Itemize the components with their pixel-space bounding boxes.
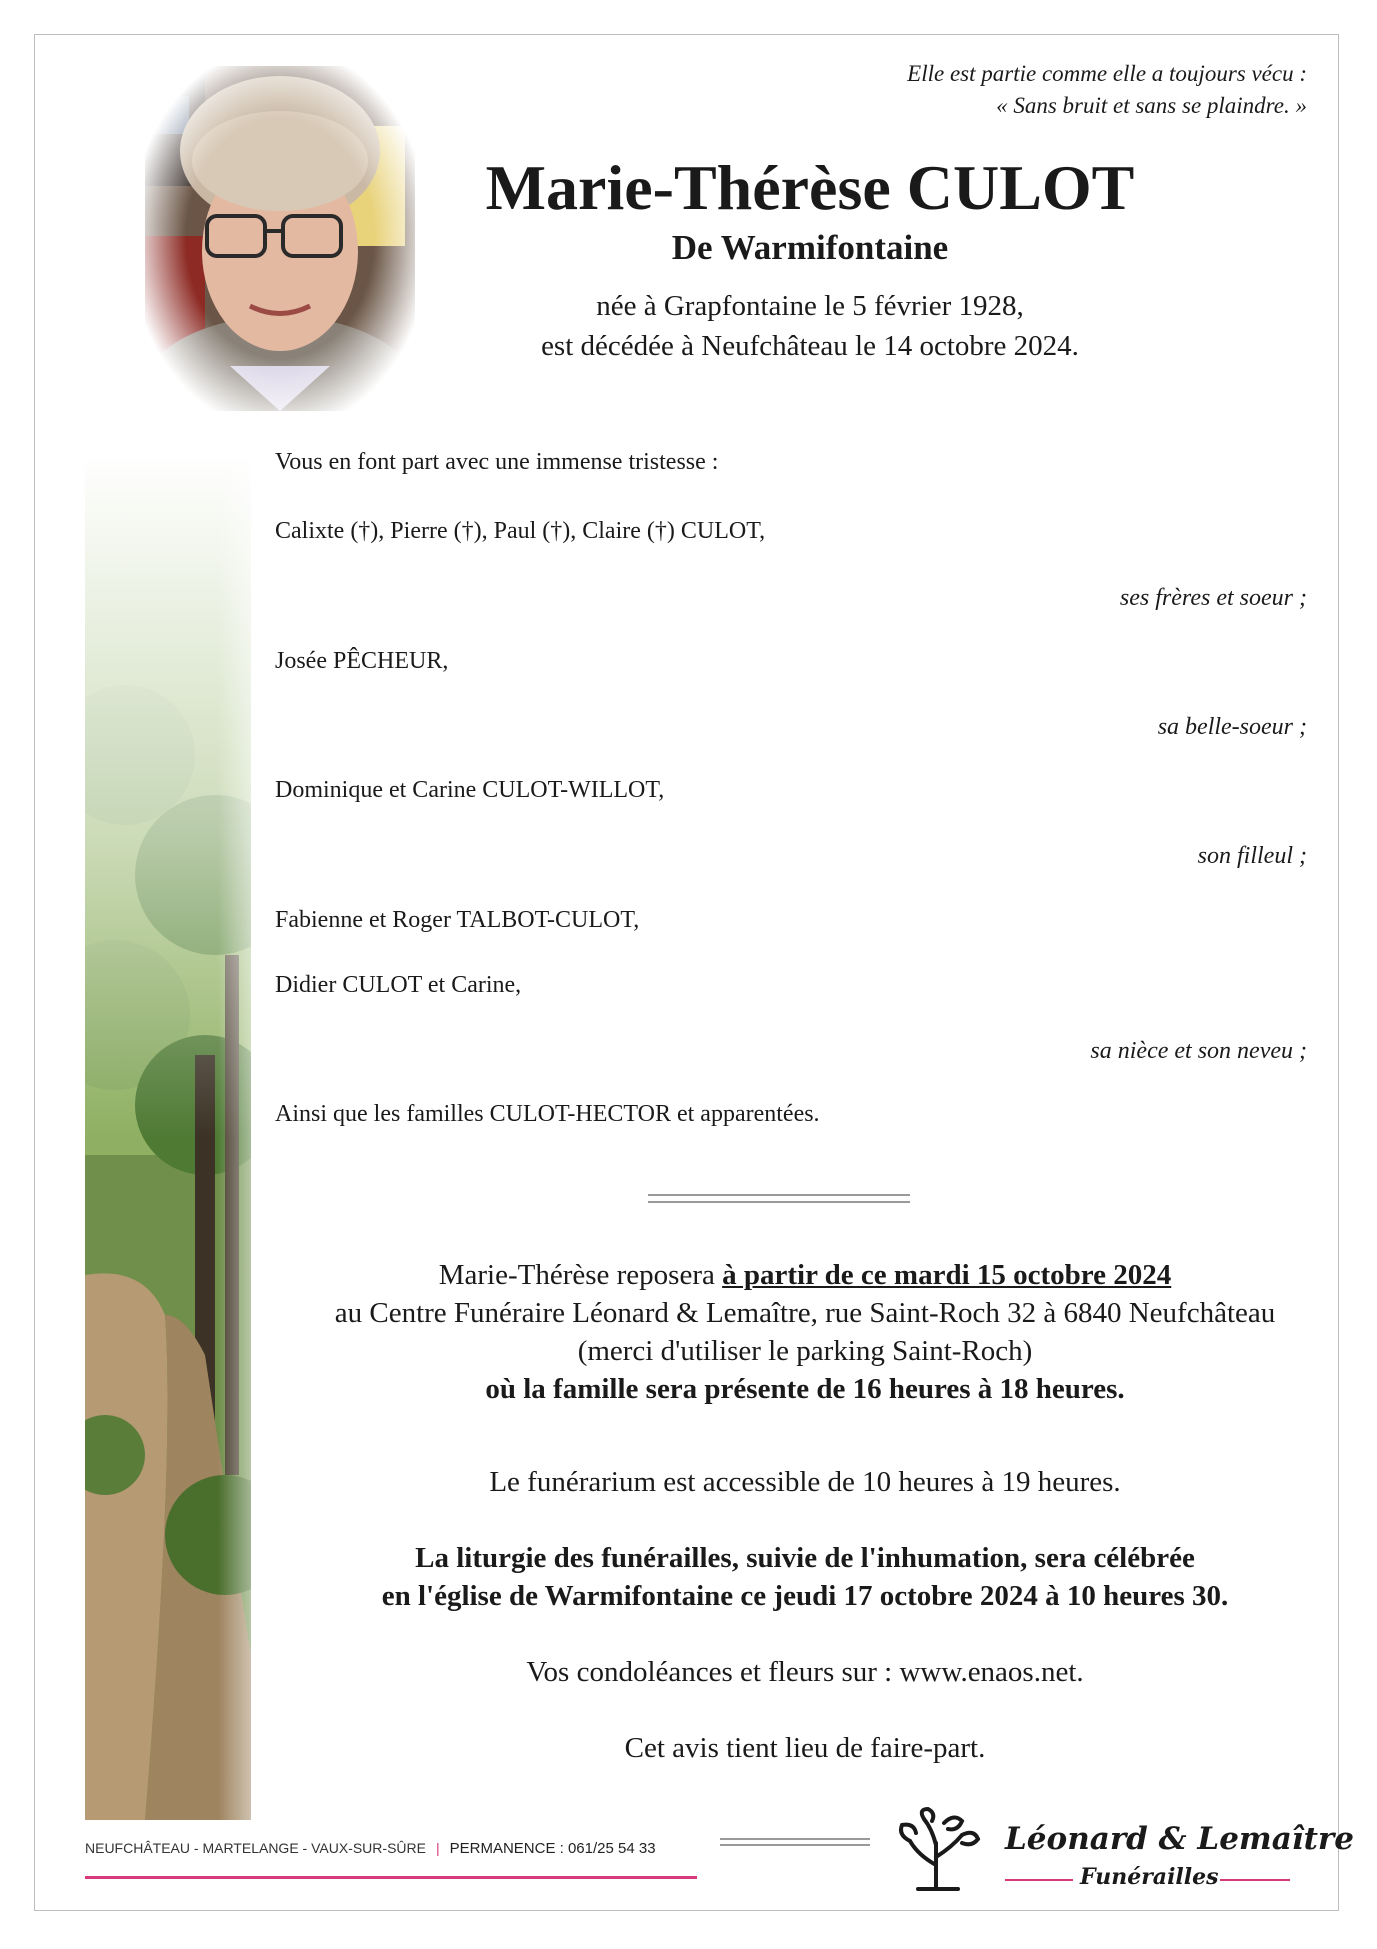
brand-name: Léonard & Lemaître	[1005, 1821, 1354, 1857]
deceased-origin: De Warmifontaine	[671, 228, 949, 267]
family-presence: où la famille sera présente de 16 heures à 18 heures.	[485, 1373, 1125, 1405]
visitation-place: au Centre Funéraire Léonard & Lemaître, rue Saint-Roch 32 à 6840 Neufchâteau	[334, 1297, 1276, 1329]
family-names: Dominique et Carine CULOT-WILLOT,	[275, 777, 665, 803]
family-names: Didier CULOT et Carine,	[275, 972, 522, 998]
announcement-intro: Vous en font part avec une immense tristesse :	[275, 449, 719, 475]
epigraph-line: « Sans bruit et sans se plaindre. »	[996, 93, 1307, 118]
footer-locations: NEUFCHÂTEAU - MARTELANGE - VAUX-SUR-SÛRE	[85, 1840, 426, 1856]
notice: Cet avis tient lieu de faire-part.	[624, 1732, 986, 1764]
brand-accent-line	[1005, 1879, 1073, 1881]
brand-accent-line	[1220, 1879, 1290, 1881]
deceased-name: Marie-Thérèse CULOT	[485, 152, 1135, 223]
funeral-line: La liturgie des funérailles, suivie de l'inhumation, sera célébrée	[415, 1542, 1195, 1574]
family-role: sa belle-soeur ;	[1157, 714, 1307, 740]
visitation-lead-line	[265, 1256, 1345, 1294]
death-line: est décédée à Neufchâteau le 14 octobre 2024.	[541, 330, 1079, 362]
birth-death-dates	[470, 286, 1150, 366]
tree-logo-icon	[888, 1805, 988, 1891]
funeral-line: en l'église de Warmifontaine ce jeudi 17 octobre 2024 à 10 heures 30.	[381, 1580, 1229, 1612]
footer-accent-line	[85, 1876, 697, 1879]
visitation-lead: Marie-Thérèse reposera	[438, 1259, 723, 1291]
epigraph-line: Elle est partie comme elle a toujours vécu :	[907, 61, 1307, 86]
epigraph	[907, 58, 1307, 122]
visitation-block	[265, 1256, 1345, 1408]
portrait-photo	[145, 66, 415, 411]
funeral-block	[265, 1539, 1345, 1615]
footer-divider	[720, 1838, 870, 1846]
visitation-date: à partir de ce mardi 15 octobre 2024	[722, 1259, 1172, 1291]
condolences: Vos condoléances et fleurs sur : www.enaos.net.	[526, 1656, 1084, 1688]
funerarium-hours: Le funérarium est accessible de 10 heures à 19 heures.	[489, 1466, 1121, 1498]
family-names: Calixte (†), Pierre (†), Paul (†), Claire (†) CULOT,	[275, 518, 766, 544]
divider	[648, 1194, 910, 1203]
forest-path-image	[85, 455, 251, 1820]
family-names: Josée PÊCHEUR,	[275, 648, 449, 674]
visitation-parking: (merci d'utiliser le parking Saint-Roch)	[577, 1335, 1033, 1367]
footer-contact	[85, 1838, 656, 1859]
family-role: son filleul ;	[1197, 843, 1307, 869]
family-role: ses frères et soeur ;	[1119, 585, 1307, 611]
family-names: Ainsi que les familles CULOT-HECTOR et apparentées.	[275, 1101, 820, 1127]
footer-permanence: PERMANENCE : 061/25 54 33	[449, 1840, 656, 1857]
family-names: Fabienne et Roger TALBOT-CULOT,	[275, 907, 640, 933]
brand-subtitle: Funérailles	[1080, 1864, 1219, 1890]
birth-line: née à Grapfontaine le 5 février 1928,	[596, 290, 1024, 322]
family-role: sa nièce et son neveu ;	[1090, 1038, 1307, 1064]
footer-separator: |	[435, 1840, 440, 1856]
